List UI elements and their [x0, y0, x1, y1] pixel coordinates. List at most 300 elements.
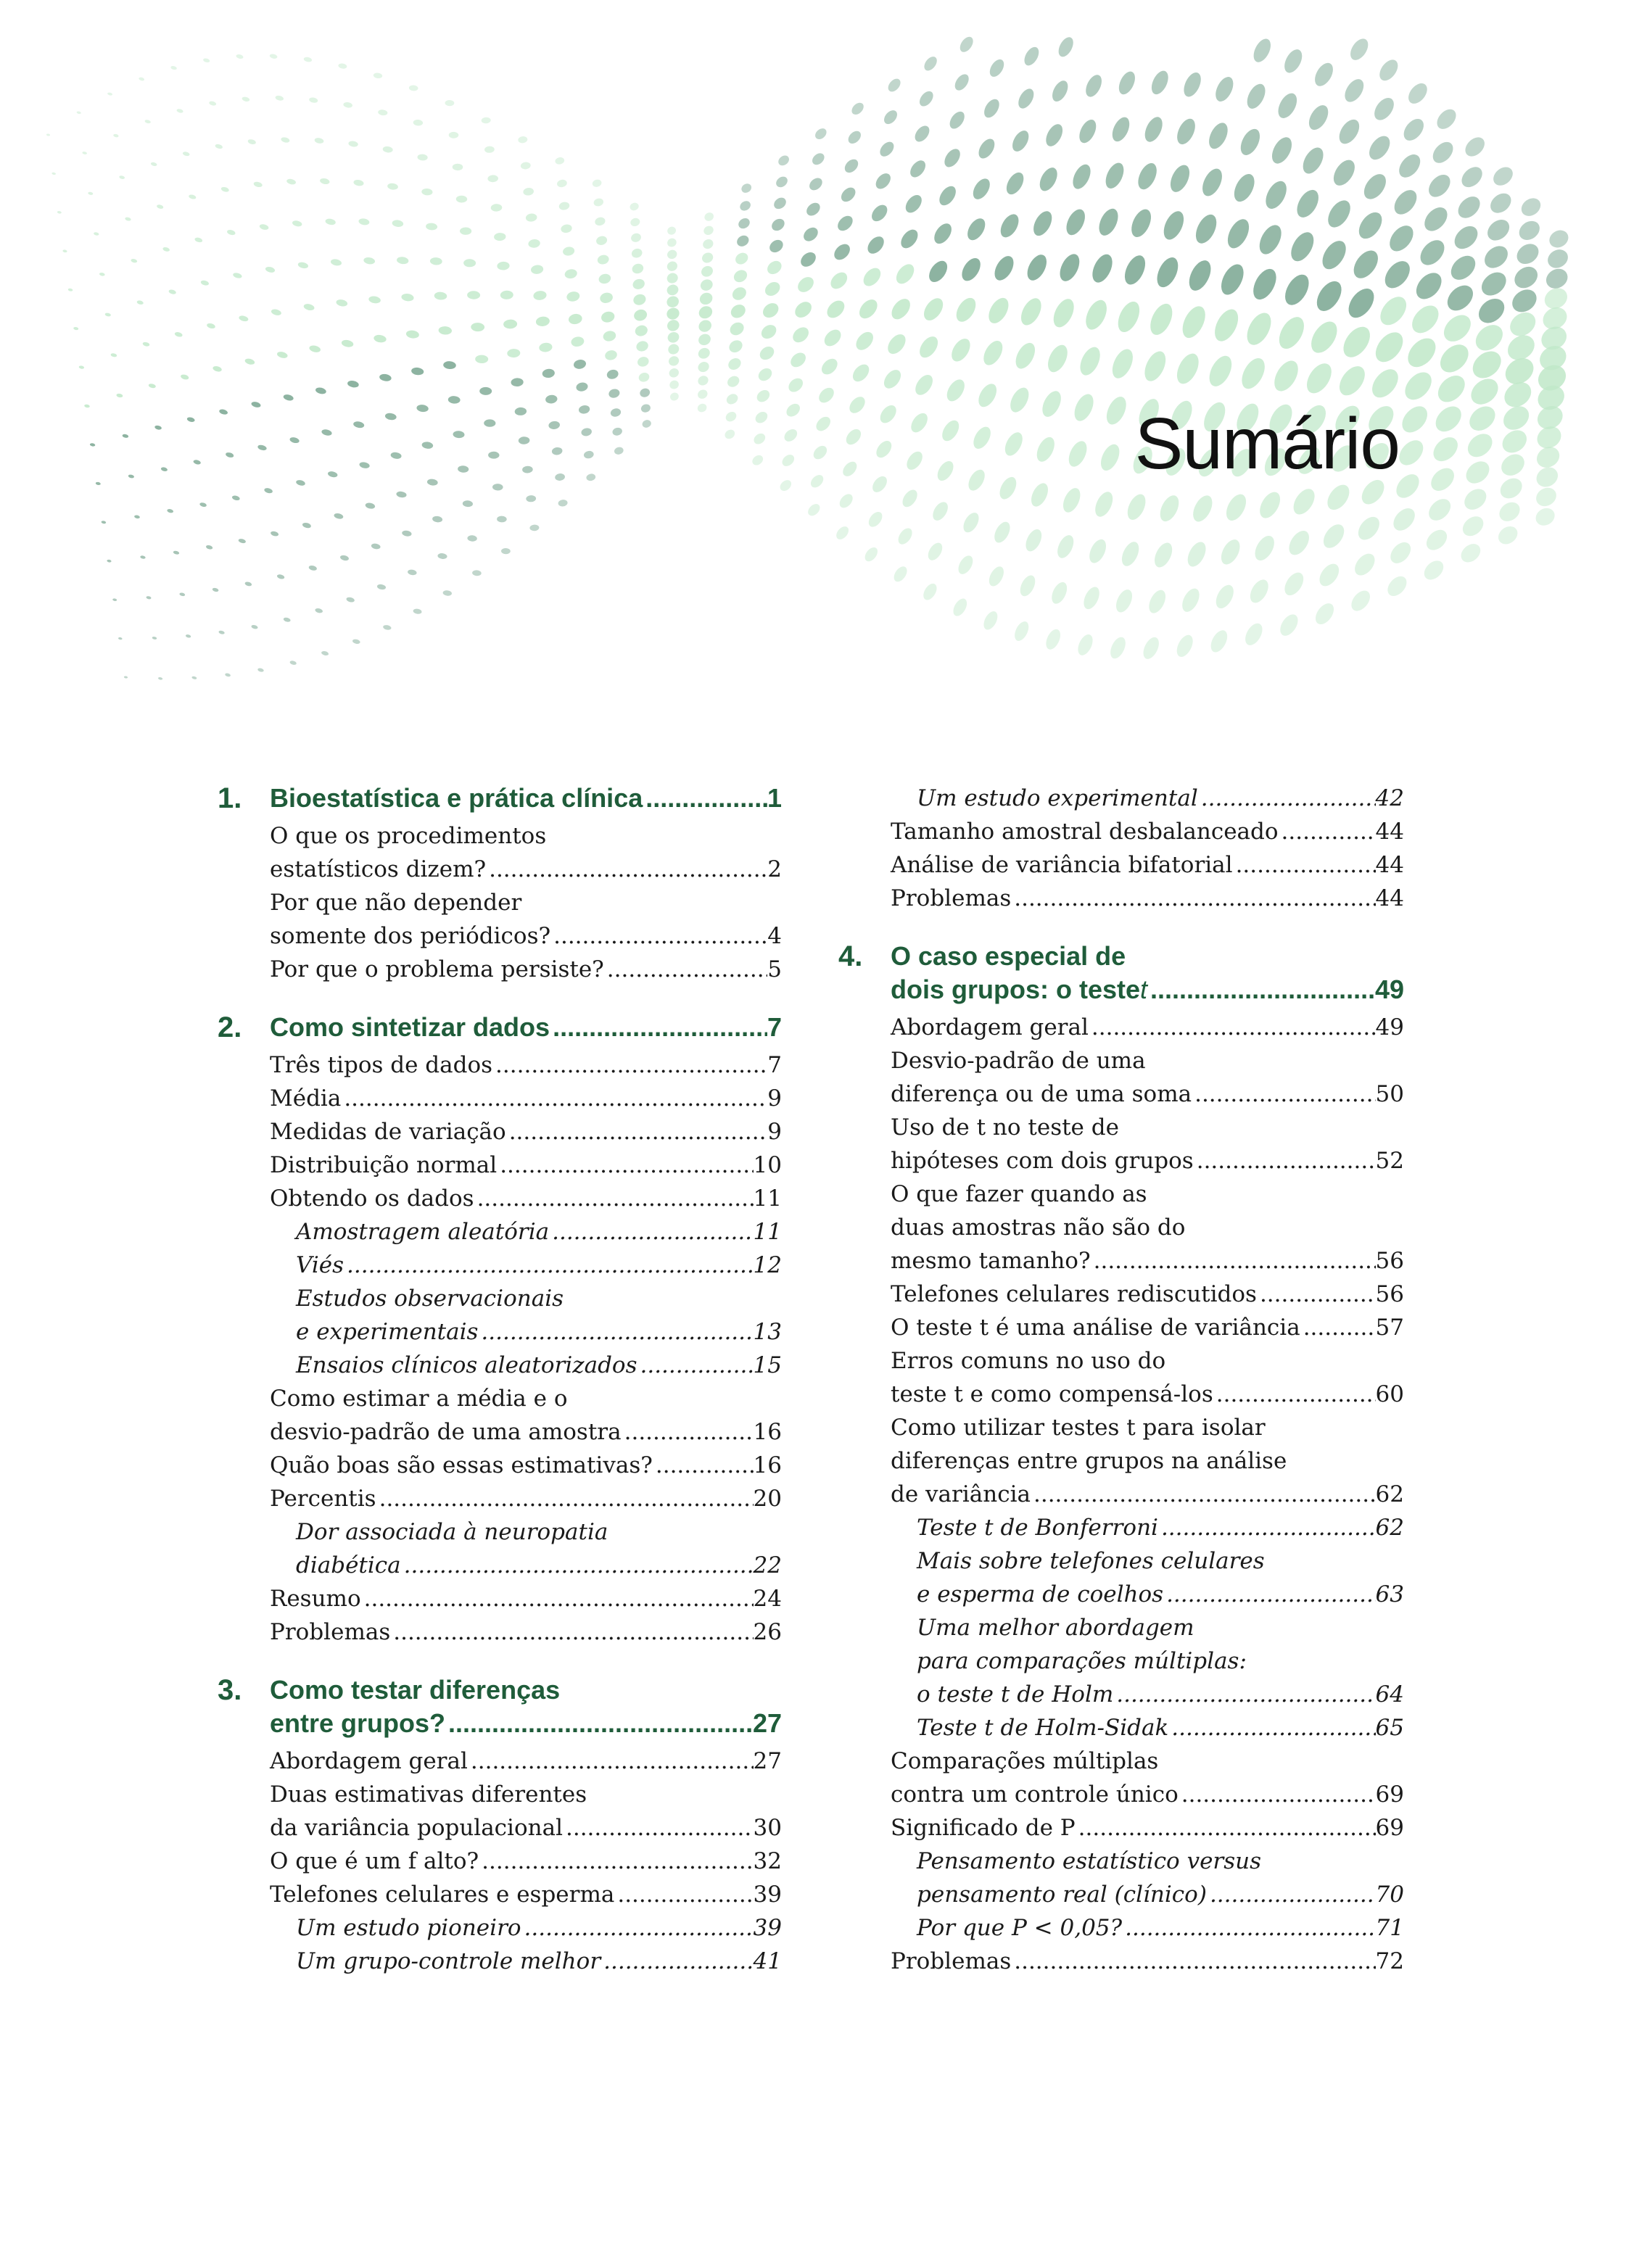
wave-dot — [696, 388, 709, 400]
wave-dot — [347, 380, 359, 389]
wave-dot — [732, 268, 750, 285]
dot-leader — [506, 1115, 768, 1149]
wave-dot — [336, 299, 348, 307]
wave-dot — [606, 368, 619, 380]
wave-dot — [583, 450, 594, 460]
toc-entry-text: teste t e como compensá-los — [891, 1381, 1213, 1407]
wave-dot — [76, 111, 81, 115]
wave-dot — [99, 272, 106, 276]
wave-dot — [373, 73, 382, 79]
dot-leader — [549, 1215, 753, 1249]
toc-entry[interactable] — [891, 1411, 1404, 1511]
page-number: 69 — [1375, 1781, 1404, 1808]
chapter-title[interactable] — [270, 1673, 782, 1740]
wave-dot — [158, 676, 163, 680]
wave-dot — [500, 290, 513, 299]
wave-dot — [148, 383, 156, 389]
wave-dot — [948, 336, 974, 365]
wave-dot — [570, 336, 585, 348]
wave-dot — [251, 624, 258, 629]
wave-dot — [1060, 485, 1084, 515]
wave-dot — [1458, 163, 1486, 191]
wave-dot — [1433, 106, 1459, 133]
wave-dot — [837, 492, 855, 510]
wave-dot — [46, 133, 51, 136]
wave-dot — [1407, 300, 1444, 338]
page-number: 32 — [753, 1848, 782, 1874]
wave-dot — [1487, 189, 1515, 217]
wave-dot — [1311, 60, 1337, 90]
wave-dot — [1450, 222, 1482, 254]
page-number: 72 — [1375, 1948, 1404, 1974]
wave-dot — [1018, 573, 1039, 598]
page-number: 39 — [753, 1915, 782, 1941]
wave-dot — [1230, 171, 1258, 205]
wave-dot — [1255, 489, 1284, 522]
wave-dot — [530, 265, 544, 275]
wave-dot — [1424, 170, 1454, 201]
toc-entry[interactable] — [891, 1178, 1404, 1278]
wave-dot — [167, 508, 174, 513]
page-number: 60 — [1375, 1381, 1404, 1407]
wave-dot — [1422, 526, 1450, 554]
wave-dot — [1454, 192, 1485, 222]
toc-entry[interactable] — [891, 1044, 1404, 1111]
wave-dot — [182, 151, 190, 157]
wave-dot — [1237, 126, 1263, 159]
wave-dot — [866, 509, 885, 529]
wave-dot — [666, 237, 677, 249]
toc-entry[interactable] — [270, 1878, 782, 1911]
wave-dot — [1312, 600, 1337, 628]
wave-dot — [379, 373, 392, 382]
page-number: 5 — [767, 956, 782, 982]
wave-dot — [1185, 257, 1216, 294]
toc-entry[interactable] — [270, 1745, 782, 1778]
wave-dot — [1205, 120, 1231, 152]
toc-entry[interactable] — [270, 886, 782, 953]
wave-dot — [1387, 539, 1415, 568]
toc-entry[interactable] — [891, 1811, 1404, 1845]
wave-dot — [921, 582, 940, 603]
toc-entry[interactable] — [270, 1282, 782, 1349]
wave-dot — [1421, 557, 1448, 584]
wave-dot — [443, 361, 456, 370]
wave-dot — [804, 200, 823, 218]
wave-dot — [1306, 317, 1342, 357]
dot-leader — [1113, 1678, 1375, 1711]
toc-entry[interactable] — [270, 1249, 782, 1282]
wave-dot — [209, 101, 217, 107]
wave-dot — [226, 229, 236, 236]
toc-entry[interactable] — [270, 1082, 782, 1115]
wave-dot — [637, 371, 651, 384]
toc-entry[interactable] — [891, 1911, 1404, 1945]
wave-dot — [1405, 80, 1431, 107]
dot-leader — [479, 1845, 753, 1878]
toc-entry[interactable] — [891, 1011, 1404, 1044]
toc-entry[interactable] — [891, 882, 1404, 915]
toc-entry[interactable] — [891, 1278, 1404, 1311]
wave-dot — [1268, 134, 1295, 167]
wave-dot — [186, 416, 195, 423]
wave-dot — [701, 238, 715, 251]
wave-dot — [782, 427, 799, 444]
wave-dot — [667, 355, 680, 368]
wave-dot — [595, 235, 608, 247]
wave-dot — [941, 146, 963, 170]
wave-dot — [840, 459, 859, 479]
wave-dot — [522, 465, 533, 473]
toc-entry[interactable] — [891, 1544, 1404, 1611]
dot-leader — [1279, 815, 1376, 848]
wave-dot — [488, 452, 500, 459]
wave-dot — [1420, 203, 1452, 236]
toc-entry[interactable] — [270, 1048, 782, 1082]
wave-dot — [846, 394, 868, 416]
wave-dot — [286, 178, 296, 186]
toc-entry-text: Duas estimativas diferentes — [270, 1781, 587, 1808]
wave-dot — [396, 491, 407, 498]
toc-entry-text: Mais sobre telefones celulares — [917, 1548, 1265, 1574]
wave-dot — [599, 291, 614, 305]
toc-entry[interactable] — [270, 1582, 782, 1615]
wave-dot — [809, 473, 826, 490]
wave-dot — [846, 128, 863, 146]
toc-entry[interactable] — [270, 1349, 782, 1382]
toc-entry[interactable] — [270, 1115, 782, 1149]
wave-dot — [1496, 474, 1526, 502]
wave-dot — [426, 223, 438, 231]
wave-dot — [912, 372, 936, 398]
toc-entry[interactable] — [270, 1945, 782, 1978]
wave-dot — [1023, 252, 1050, 284]
dot-leader — [1011, 1945, 1375, 1978]
wave-dot — [1292, 186, 1323, 221]
wave-dot — [824, 297, 848, 321]
toc-entry[interactable] — [891, 1344, 1404, 1411]
wave-dot — [1251, 532, 1278, 563]
wave-dot — [806, 502, 822, 518]
wave-dot — [1167, 162, 1194, 195]
wave-dot — [816, 385, 837, 406]
wave-dot — [494, 233, 506, 241]
toc-entry-text: Significado de P — [891, 1815, 1076, 1841]
wave-dot — [51, 172, 56, 175]
toc-entry-text: Um grupo-controle melhor — [296, 1948, 601, 1974]
wave-dot — [218, 630, 225, 635]
wave-dot — [608, 388, 621, 400]
chapter-title-text: entre grupos? — [270, 1708, 446, 1738]
wave-dot — [1490, 163, 1516, 189]
chapter-title[interactable] — [270, 1011, 782, 1044]
toc-entry[interactable] — [270, 1449, 782, 1482]
wave-dot — [200, 280, 210, 286]
wave-dot — [1467, 346, 1506, 384]
wave-dot — [343, 102, 353, 108]
toc-entry-text: duas amostras não são do — [891, 1214, 1186, 1241]
toc-entry[interactable] — [270, 1182, 782, 1215]
toc-entry-text: Percentis — [270, 1486, 376, 1512]
wave-dot — [1354, 513, 1384, 544]
toc-entry[interactable] — [891, 1845, 1404, 1911]
wave-dot — [1039, 388, 1065, 420]
toc-entry[interactable] — [270, 1845, 782, 1878]
wave-dot — [1433, 371, 1470, 407]
wave-dot — [907, 157, 928, 180]
toc-entry[interactable] — [891, 782, 1404, 815]
toc-entry[interactable] — [270, 1615, 782, 1649]
wave-dot — [723, 428, 737, 441]
page-number: 7 — [767, 1012, 782, 1042]
wave-dot — [179, 592, 186, 597]
wave-dot — [666, 249, 678, 261]
wave-dot — [276, 351, 288, 360]
wave-dot — [1497, 450, 1528, 480]
toc-entry[interactable] — [891, 1511, 1404, 1544]
dot-leader — [643, 782, 767, 815]
wave-dot — [697, 318, 714, 334]
wave-dot — [1049, 580, 1070, 606]
wave-dot — [269, 54, 278, 59]
wave-dot — [986, 564, 1007, 589]
wave-dot — [330, 258, 342, 266]
wave-dot — [1083, 73, 1105, 99]
wave-dot — [786, 376, 806, 395]
wave-dot — [592, 178, 603, 188]
toc-entry-text: para comparações múltiplas: — [917, 1648, 1247, 1674]
wave-dot — [526, 495, 536, 502]
wave-dot — [507, 349, 521, 358]
wave-dot — [1269, 357, 1303, 395]
wave-dot — [124, 676, 128, 679]
wave-dot — [610, 407, 622, 418]
page-number: 11 — [753, 1219, 782, 1245]
wave-dot — [725, 374, 741, 389]
wave-dot — [1012, 340, 1039, 372]
wave-dot — [1435, 339, 1474, 378]
wave-dot — [873, 170, 894, 191]
wave-dot — [302, 522, 311, 529]
wave-dot — [778, 478, 793, 493]
wave-dot — [1532, 484, 1559, 510]
wave-dot — [631, 262, 645, 276]
wave-dot — [511, 378, 524, 386]
wave-dot — [1429, 433, 1462, 466]
wave-dot — [641, 419, 652, 429]
toc-entry[interactable] — [891, 848, 1404, 882]
wave-dot — [62, 249, 67, 253]
wave-dot — [1218, 537, 1244, 568]
wave-dot — [445, 100, 454, 106]
wave-dot — [930, 220, 954, 247]
wave-dot — [835, 213, 856, 234]
wave-dot — [970, 175, 994, 202]
wave-dot — [997, 211, 1023, 240]
chapter-title[interactable] — [270, 782, 782, 815]
toc-entry[interactable] — [891, 1111, 1404, 1178]
wave-dot — [411, 367, 424, 376]
wave-dot — [728, 302, 748, 320]
wave-dot — [898, 226, 921, 251]
wave-dot — [490, 204, 502, 212]
wave-dot — [790, 324, 812, 345]
toc-entry[interactable] — [891, 1611, 1404, 1711]
wave-dot — [960, 510, 982, 534]
page-number: 69 — [1375, 1815, 1404, 1841]
wave-dot — [365, 502, 376, 509]
dot-leader — [1089, 1011, 1376, 1044]
wave-dot — [1458, 540, 1485, 566]
wave-dot — [319, 178, 330, 185]
wave-dot — [981, 609, 1001, 632]
wave-dot — [1466, 373, 1503, 410]
wave-dot — [321, 429, 333, 436]
wave-dot — [533, 290, 548, 301]
dot-leader — [1147, 973, 1375, 1006]
wave-dot — [562, 246, 575, 257]
dot-leader — [478, 1315, 753, 1349]
wave-dot — [696, 332, 712, 347]
wave-dot — [292, 220, 302, 227]
wave-dot — [936, 183, 959, 209]
wave-dot — [453, 431, 465, 439]
wave-dot — [314, 137, 324, 144]
wave-dot — [368, 295, 381, 304]
page-number: 16 — [753, 1452, 782, 1478]
wave-dot — [437, 552, 447, 559]
toc-entry-text: diferença ou de uma soma — [891, 1081, 1192, 1107]
toc-entry[interactable] — [270, 1778, 782, 1845]
wave-dot — [814, 414, 833, 434]
wave-dot — [186, 634, 191, 638]
wave-dot — [853, 328, 877, 353]
toc-entry[interactable] — [270, 819, 782, 886]
wave-dot — [727, 338, 745, 355]
dot-leader — [1207, 1878, 1376, 1911]
wave-dot — [176, 108, 183, 113]
wave-dot — [1223, 215, 1253, 252]
wave-dot — [1461, 133, 1488, 160]
wave-dot — [1028, 481, 1051, 510]
toc-entry[interactable] — [270, 1515, 782, 1582]
wave-dot — [1462, 457, 1494, 488]
wave-dot — [1389, 504, 1419, 534]
page-number: 13 — [753, 1319, 782, 1345]
wave-dot — [275, 95, 284, 102]
wave-dot — [1546, 227, 1572, 251]
wave-dot — [118, 637, 123, 640]
toc-entry[interactable] — [270, 1911, 782, 1945]
wave-dot — [218, 408, 228, 415]
wave-dot — [780, 452, 796, 468]
wave-dot — [698, 277, 714, 292]
wave-dot — [801, 225, 820, 244]
wave-dot — [1375, 292, 1411, 331]
wave-dot — [784, 401, 803, 419]
wave-dot — [88, 191, 94, 195]
wave-dot — [110, 353, 117, 357]
toc-entry[interactable] — [891, 1711, 1404, 1745]
wave-dot — [416, 404, 429, 413]
wave-dot — [555, 473, 566, 481]
toc-entry-text: desvio-padrão de uma amostra — [270, 1419, 622, 1445]
wave-dot — [413, 120, 423, 126]
toc-entry[interactable] — [270, 1482, 782, 1515]
page-number: 52 — [1375, 1148, 1404, 1174]
wave-dot — [409, 85, 418, 91]
toc-entry[interactable] — [270, 1149, 782, 1182]
wave-dot — [764, 258, 784, 277]
wave-dot — [528, 239, 541, 249]
toc-entry[interactable] — [891, 1311, 1404, 1344]
wave-dot — [309, 344, 321, 353]
wave-dot — [1376, 57, 1401, 84]
wave-dot — [173, 550, 179, 555]
toc-entry[interactable] — [270, 1215, 782, 1249]
wave-dot — [899, 487, 920, 510]
wave-dot — [90, 443, 96, 447]
toc-entry-text: estatísticos dizem? — [270, 856, 487, 882]
chapter-title[interactable] — [891, 940, 1404, 1006]
wave-dot — [525, 213, 537, 223]
wave-dot — [636, 355, 650, 368]
wave-dot — [193, 459, 202, 465]
wave-dot — [458, 465, 469, 473]
wave-dot — [632, 278, 646, 291]
toc-entry[interactable] — [270, 953, 782, 986]
wave-dot — [434, 291, 447, 300]
wave-dot — [140, 555, 146, 560]
wave-dot — [737, 216, 752, 231]
chapter-number: 4. — [838, 940, 863, 972]
wave-dot — [795, 274, 817, 295]
wave-dot — [877, 402, 899, 426]
wave-dot — [862, 545, 880, 564]
wave-dot — [843, 426, 864, 447]
wave-dot — [556, 179, 567, 189]
wave-dot — [265, 266, 276, 273]
wave-dot — [382, 146, 393, 153]
dot-leader — [1076, 1811, 1376, 1845]
wave-dot — [1121, 252, 1150, 288]
toc-entry[interactable] — [270, 1382, 782, 1449]
wave-dot — [952, 72, 972, 93]
wave-dot — [1156, 492, 1182, 524]
toc-entry-text: Desvio-padrão de uma — [891, 1048, 1146, 1074]
wave-dot — [1056, 251, 1084, 284]
wave-dot — [611, 426, 623, 436]
wave-dot — [1030, 208, 1056, 239]
toc-entry[interactable] — [891, 1745, 1404, 1811]
wave-dot — [101, 521, 106, 524]
wave-dot — [242, 96, 250, 102]
wave-dot — [600, 310, 616, 324]
wave-dot — [1081, 297, 1110, 333]
page-number: 9 — [767, 1119, 782, 1145]
wave-dot — [472, 570, 482, 576]
wave-dot — [1349, 246, 1383, 283]
wave-dot — [1343, 284, 1379, 323]
toc-entry[interactable] — [891, 1945, 1404, 1978]
toc-entry[interactable] — [891, 815, 1404, 848]
wave-dot — [1205, 352, 1236, 390]
page-number: 41 — [753, 1948, 782, 1974]
wave-dot — [497, 261, 510, 270]
wave-dot — [104, 313, 111, 317]
wave-dot — [492, 484, 503, 491]
wave-dot — [1212, 74, 1237, 104]
